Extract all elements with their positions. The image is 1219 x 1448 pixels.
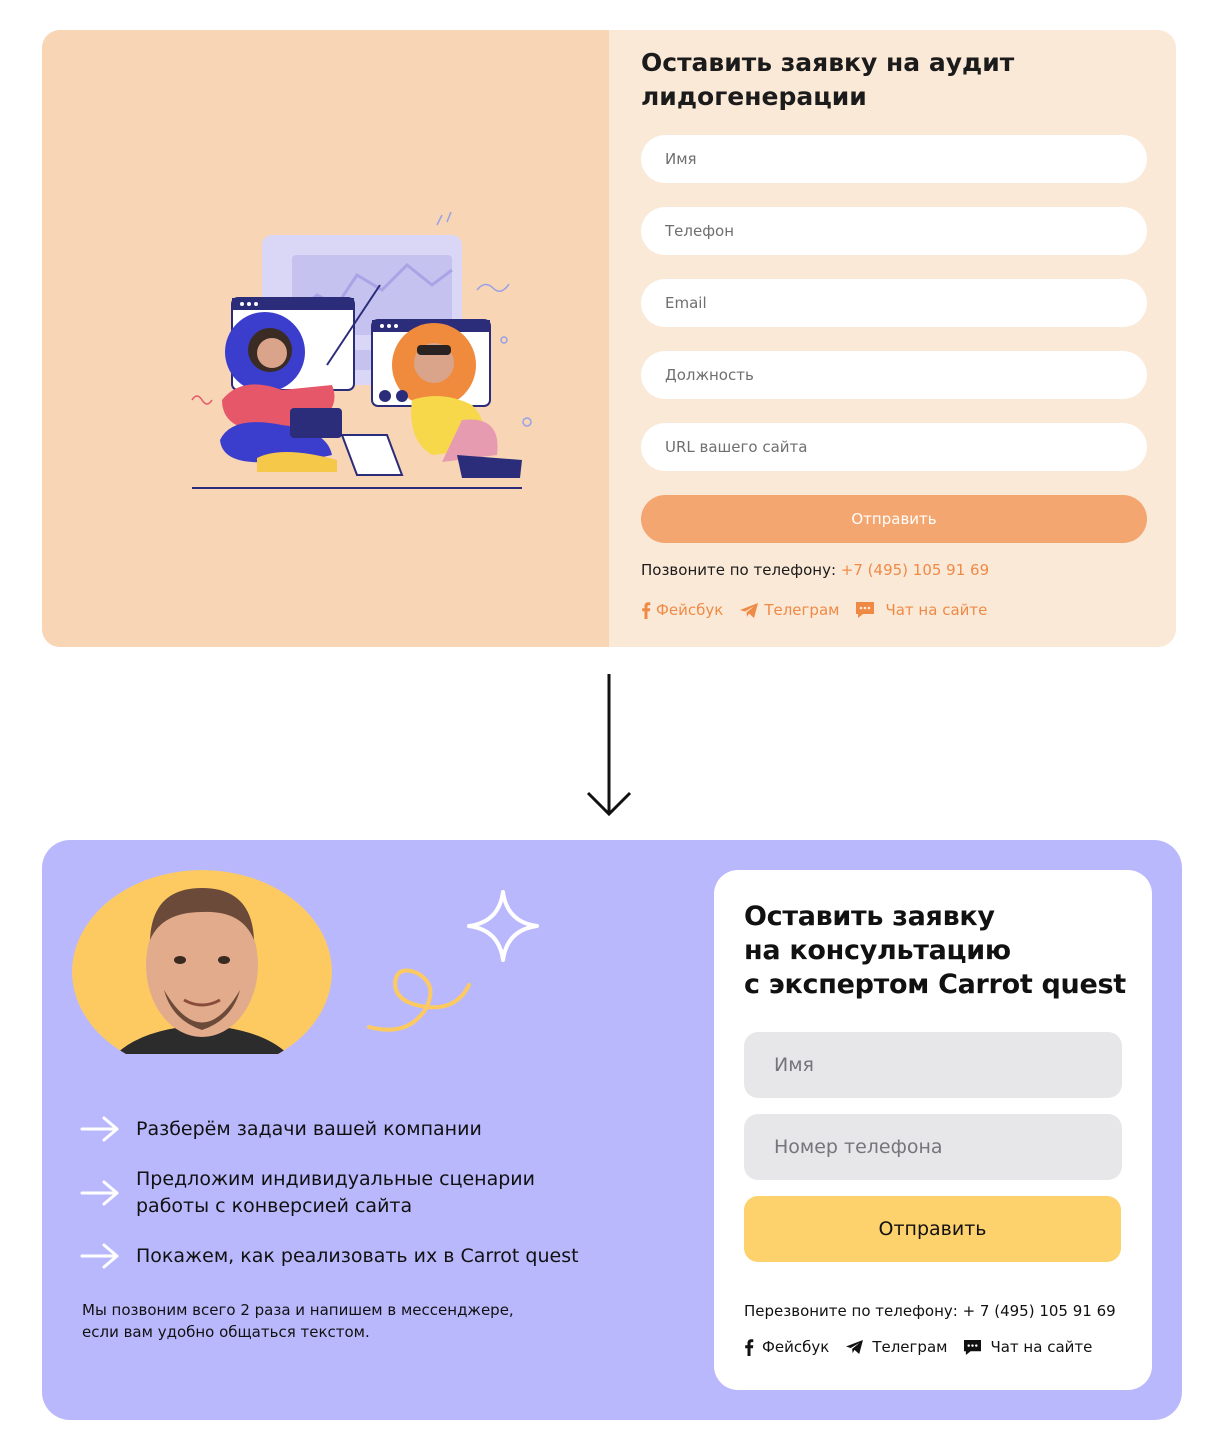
facebook-label: Фейсбук — [656, 601, 724, 619]
contact-links — [641, 601, 987, 619]
audit-request-card — [42, 30, 1176, 647]
contact-note — [82, 1299, 514, 1343]
telegram-label: Телеграм — [764, 601, 840, 619]
chat-link[interactable] — [855, 601, 987, 619]
telegram-label: Телеграм — [872, 1338, 948, 1356]
illustration-panel — [42, 30, 609, 647]
phone-link[interactable]: +7 (495) 105 91 69 — [840, 561, 990, 579]
arrow-down-icon — [585, 674, 633, 820]
chat-label: Чат на сайте — [990, 1338, 1093, 1356]
note-line: если вам удобно общаться текстом. — [82, 1323, 370, 1341]
consultation-form — [714, 870, 1152, 1390]
phone-input[interactable] — [641, 207, 1147, 255]
submit-button[interactable]: Отправить — [744, 1196, 1121, 1262]
chat-link[interactable] — [963, 1338, 1092, 1356]
facebook-label: Фейсбук — [762, 1338, 830, 1356]
title-line: Оставить заявку — [744, 901, 995, 932]
chat-icon — [855, 601, 875, 619]
title-line: с экспертом Carrot quest — [744, 969, 1126, 1000]
telegram-icon — [845, 1339, 864, 1355]
phone-input[interactable] — [744, 1114, 1122, 1180]
position-input[interactable] — [641, 351, 1147, 399]
name-input[interactable] — [641, 135, 1147, 183]
name-input[interactable] — [744, 1032, 1122, 1098]
facebook-link[interactable] — [641, 601, 723, 619]
list-item — [80, 1166, 535, 1220]
squiggle-decoration — [367, 955, 477, 1035]
email-input[interactable] — [641, 279, 1147, 327]
telegram-link[interactable] — [739, 601, 839, 619]
facebook-icon — [641, 602, 651, 619]
contact-links — [744, 1338, 1092, 1356]
benefit-line: работы с конверсией сайта — [136, 1195, 413, 1217]
expert-avatar — [72, 870, 332, 1074]
call-us-text — [641, 561, 989, 579]
chat-label: Чат на сайте — [885, 601, 988, 619]
telegram-link[interactable] — [845, 1338, 947, 1356]
list-item — [80, 1243, 579, 1270]
title-line: лидогенерации — [641, 82, 867, 111]
arrow-right-icon — [80, 1116, 120, 1142]
consultation-request-card — [42, 840, 1182, 1420]
benefit-line: Предложим индивидуальные сценарии — [136, 1168, 535, 1190]
benefit-text — [136, 1166, 535, 1220]
call-label: Позвоните по телефону: — [641, 561, 837, 579]
note-line: Мы позвоним всего 2 раза и напишем в мессенджере, — [82, 1301, 514, 1319]
title-line: Оставить заявку на аудит — [641, 48, 1015, 77]
sparkle-icon — [467, 890, 539, 962]
benefit-text: Покажем, как реализовать их в Carrot quest — [136, 1245, 579, 1267]
benefit-text: Разберём задачи вашей компании — [136, 1118, 482, 1140]
call-back-text: Перезвоните по телефону: + 7 (495) 105 91 69 — [744, 1302, 1116, 1320]
list-item — [80, 1116, 482, 1143]
submit-button[interactable]: Отправить — [641, 495, 1147, 543]
telegram-icon — [739, 602, 759, 619]
audit-form — [641, 30, 1151, 647]
chat-icon — [963, 1339, 982, 1356]
audit-form-title — [641, 46, 1041, 114]
title-line: на консультацию — [744, 935, 1011, 966]
consultation-form-title — [744, 900, 1126, 1002]
facebook-icon — [744, 1339, 754, 1356]
video-call-illustration — [142, 200, 542, 500]
website-url-input[interactable] — [641, 423, 1147, 471]
arrow-right-icon — [80, 1243, 120, 1269]
facebook-link[interactable] — [744, 1338, 829, 1356]
arrow-right-icon — [80, 1180, 120, 1206]
